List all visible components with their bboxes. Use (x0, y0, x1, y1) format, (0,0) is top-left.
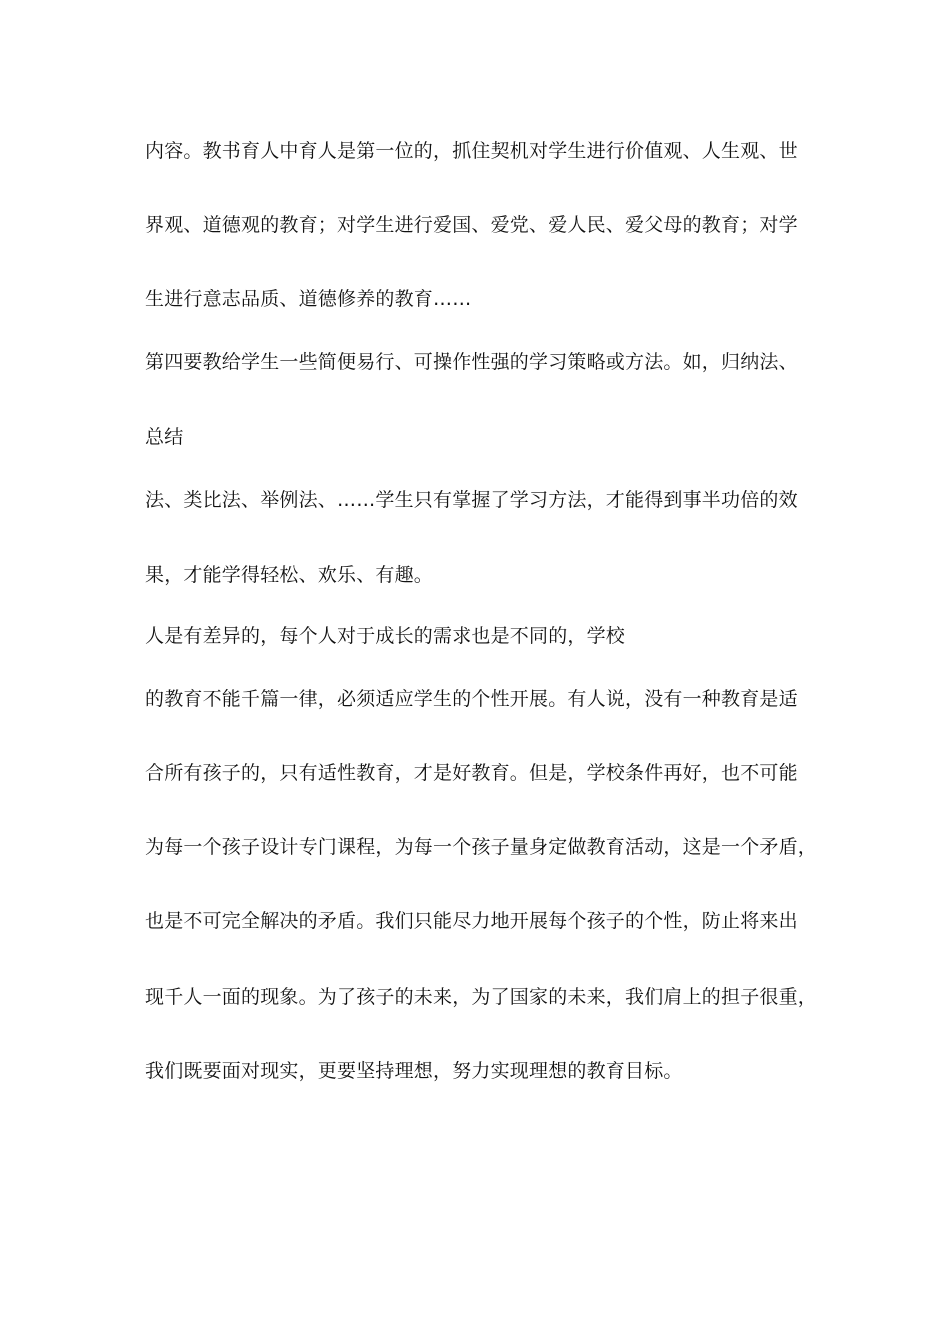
text-line: 法、类比法、举例法、……学生只有掌握了学习方法，才能得到事半功倍的效 (145, 489, 798, 511)
text-line: 现千人一面的现象。为了孩子的未来，为了国家的未来，我们肩上的担子很重， (145, 986, 818, 1008)
text-line: 总结 (145, 426, 184, 448)
text-line: 果，才能学得轻松、欢乐、有趣。 (145, 564, 434, 586)
text-line: 也是不可完全解决的矛盾。我们只能尽力地开展每个孩子的个性，防止将来出 (145, 910, 798, 932)
text-line: 界观、道德观的教育；对学生进行爱国、爱党、爱人民、爱父母的教育；对学 (145, 214, 798, 236)
text-line: 内容。教书育人中育人是第一位的，抓住契机对学生进行价值观、人生观、世 (145, 140, 798, 162)
text-line: 人是有差异的，每个人对于成长的需求也是不同的，学校 (145, 625, 626, 647)
text-line: 合所有孩子的，只有适性教育，才是好教育。但是，学校条件再好，也不可能 (145, 762, 798, 784)
text-line: 为每一个孩子设计专门课程，为每一个孩子量身定做教育活动，这是一个矛盾， (145, 836, 818, 858)
text-line: 的教育不能千篇一律，必须适应学生的个性开展。有人说，没有一种教育是适 (145, 688, 798, 710)
text-line: 第四要教给学生一些简便易行、可操作性强的学习策略或方法。如，归纳法、 (145, 351, 798, 373)
text-line: 生进行意志品质、道德修养的教育…… (145, 288, 472, 310)
text-line: 我们既要面对现实，更要坚持理想，努力实现理想的教育目标。 (145, 1060, 683, 1082)
